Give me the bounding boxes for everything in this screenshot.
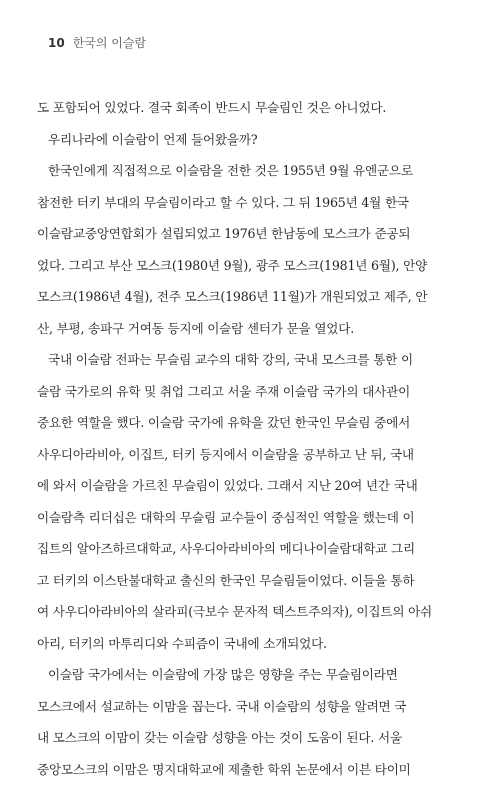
text-line: 내 모스크의 이맘이 갖는 이슬람 성향을 아는 것이 도움이 된다. 서울 xyxy=(37,722,437,754)
text-line: 이슬람 국가에서는 이슬람에 가장 많은 영향을 주는 무슬림이라면 xyxy=(37,659,437,691)
text-line: 여 사우디아라비아의 살라피(극보수 문자적 텍스트주의자), 이집트의 아쉬 xyxy=(37,596,437,628)
text-line: 집트의 알아즈하르대학교, 사우디아라비아의 메디나이슬람대학교 그리 xyxy=(37,533,437,565)
body-text xyxy=(37,92,437,785)
text-line: 한국인에게 직접적으로 이슬람을 전한 것은 1955년 9월 유엔군으로 xyxy=(37,155,437,187)
text-line: 아리, 터키의 마투리디와 수피즘이 국내에 소개되었다. xyxy=(37,628,437,660)
text-line: 고 터키의 이스탄불대학교 출신의 한국인 무슬림들이었다. 이들을 통하 xyxy=(37,565,437,597)
text-line: 산, 부평, 송파구 거여동 등지에 이슬람 센터가 문을 열었다. xyxy=(37,313,437,345)
text-line: 중앙모스크의 이맘은 명지대학교에 제출한 학위 논문에서 이븐 타이미 xyxy=(37,754,437,785)
text-line: 이슬람측 리더십은 대학의 무슬림 교수들이 중심적인 역할을 했는데 이 xyxy=(37,502,437,534)
page-header xyxy=(48,34,146,51)
text-line: 국내 이슬람 전파는 무슬림 교수의 대학 강의, 국내 모스크를 통한 이 xyxy=(37,344,437,376)
text-line: 도 포함되어 있었다. 결국 회족이 반드시 무슬림인 것은 아니었다. xyxy=(37,92,437,124)
text-line: 중요한 역할을 했다. 이슬람 국가에 유학을 갔던 한국인 무슬림 중에서 xyxy=(37,407,437,439)
text-line: 었다. 그리고 부산 모스크(1980년 9월), 광주 모스크(1981년 6월), 안양 xyxy=(37,250,437,282)
text-line: 사우디아라비아, 이집트, 터키 등지에서 이슬람을 공부하고 난 뒤, 국내 xyxy=(37,439,437,471)
running-title: 한국의 이슬람 xyxy=(73,34,146,51)
text-line: 이슬람교중앙연합회가 설립되었고 1976년 한남동에 모스크가 준공되 xyxy=(37,218,437,250)
text-line: 모스크(1986년 4월), 전주 모스크(1986년 11월)가 개원되었고 제주, 안 xyxy=(37,281,437,313)
page-number: 10 xyxy=(48,36,65,50)
text-line: 모스크에서 설교하는 이맘을 꼽는다. 국내 이슬람의 성향을 알려면 국 xyxy=(37,691,437,723)
text-line: 우리나라에 이슬람이 언제 들어왔을까? xyxy=(37,124,437,156)
text-line: 슬람 국가로의 유학 및 취업 그리고 서울 주재 이슬람 국가의 대사관이 xyxy=(37,376,437,408)
text-line: 에 와서 이슬람을 가르친 무슬림이 있었다. 그래서 지난 20여 년간 국내 xyxy=(37,470,437,502)
text-line: 참전한 터키 부대의 무슬림이라고 할 수 있다. 그 뒤 1965년 4월 한국 xyxy=(37,187,437,219)
